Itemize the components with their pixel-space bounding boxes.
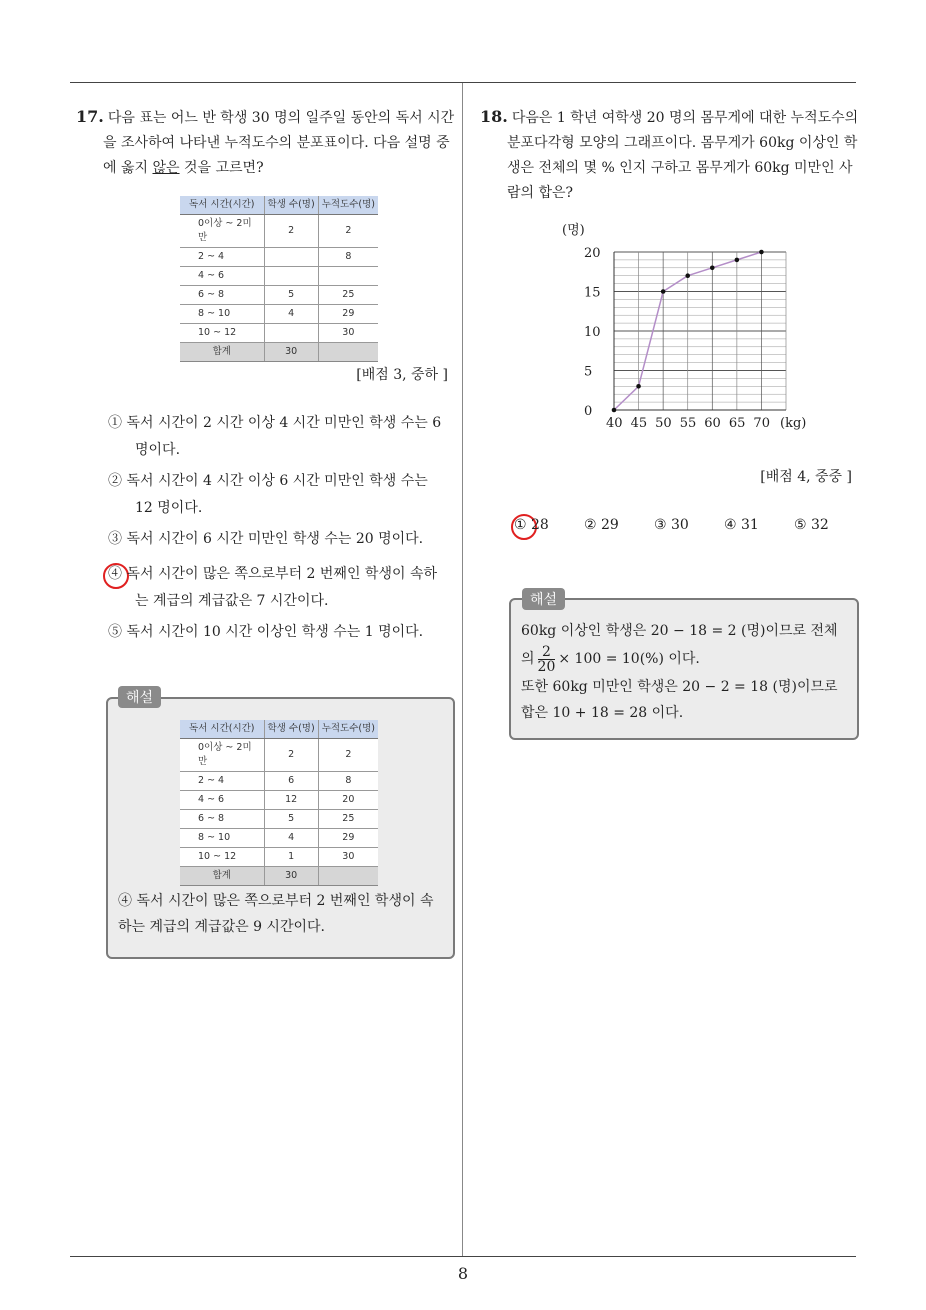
table-cell xyxy=(318,867,378,886)
table-cell: 30 xyxy=(264,343,318,362)
q18-score: [배점 4, 중중 ] xyxy=(760,469,852,485)
table-row xyxy=(180,215,378,248)
q18-choice-1[interactable]: ① 28 xyxy=(514,517,549,533)
q17-text-2: 것을 고르면? xyxy=(179,160,264,176)
q18-solution-line-2 xyxy=(521,644,851,674)
table-total-row xyxy=(180,343,378,362)
table-cell: 8 ~ 10 xyxy=(180,305,264,324)
fraction-denominator: 20 xyxy=(537,658,556,675)
chart-x-ticks xyxy=(606,416,770,431)
y-tick-label: 20 xyxy=(584,246,601,261)
table-header-cell: 독서 시간(시간) xyxy=(180,720,264,739)
table-cell: 2 xyxy=(318,739,378,772)
table-cell xyxy=(318,343,378,362)
cumulative-frequency-chart xyxy=(556,216,816,436)
q18-text: 다음은 1 학년 여학생 20 명의 몸무게에 대한 누적도수의 분포다각형 모양의 그래프이다. 몸무게가 60kg 이상인 학생은 전체의 몇 % 인지 구하고 몸무게가 60kg 미만인 사람의 합은? xyxy=(507,110,859,201)
table-cell: 30 xyxy=(318,848,378,867)
table-cell: 6 ~ 8 xyxy=(180,286,264,305)
data-point xyxy=(612,408,617,413)
table-row xyxy=(180,248,378,267)
table-cell: 5 xyxy=(264,286,318,305)
q18-solution-line-2-post: × 100 = 10(%) 이다. xyxy=(558,651,700,667)
table-cell xyxy=(318,267,378,286)
table-cell: 4 xyxy=(264,305,318,324)
q17-solution-text: ④ 독서 시간이 많은 쪽으로부터 2 번째인 학생이 속하는 계급의 계급값은 9 시간이다. xyxy=(118,893,434,935)
table-cell: 합계 xyxy=(180,343,264,362)
q17-text-1: 다음 표는 어느 반 학생 30 명의 일주일 동안의 독서 시간을 조사하여 나타낸 누적도수의 분포표이다. 다음 설명 중에 옳지 xyxy=(103,110,455,176)
table-cell: 4 ~ 6 xyxy=(180,791,264,810)
q18-number: 18. xyxy=(480,107,508,126)
q17-frequency-table xyxy=(180,196,378,362)
q18-solution-line-3: 또한 60kg 미만인 학생은 20 − 2 = 18 (명)이므로 xyxy=(521,679,838,695)
q18-choice-5[interactable]: ⑤ 32 xyxy=(794,517,829,533)
table-header-cell: 독서 시간(시간) xyxy=(180,196,264,215)
q18-prompt xyxy=(480,104,860,206)
data-point xyxy=(735,258,740,263)
q18-solution-text xyxy=(521,618,851,726)
table-cell: 1 xyxy=(264,848,318,867)
table-header-cell: 학생 수(명) xyxy=(264,720,318,739)
q17-solution-table-wrapper xyxy=(180,720,378,886)
table-cell: 0이상 ~ 2미만 xyxy=(180,739,264,772)
x-tick-label: 40 xyxy=(606,416,623,431)
table-cell xyxy=(264,324,318,343)
table-row xyxy=(180,829,378,848)
table-cell xyxy=(264,267,318,286)
table-cell: 8 xyxy=(318,248,378,267)
question-17 xyxy=(76,104,456,181)
fraction-numerator: 2 xyxy=(538,645,556,660)
q17-table-wrapper xyxy=(180,196,378,362)
q18-choice-4[interactable]: ④ 31 xyxy=(724,517,759,533)
table-row xyxy=(180,267,378,286)
y-tick-label: 5 xyxy=(584,364,593,380)
q17-number: 17. xyxy=(76,107,104,126)
table-row xyxy=(180,305,378,324)
table-cell: 8 ~ 10 xyxy=(180,829,264,848)
table-header-cell: 누적도수(명) xyxy=(318,196,378,215)
q18-choice-3[interactable]: ③ 30 xyxy=(654,517,689,533)
q17-choices xyxy=(108,410,448,646)
table-header-cell: 학생 수(명) xyxy=(264,196,318,215)
bottom-rule xyxy=(70,1256,856,1257)
table-cell: 25 xyxy=(318,286,378,305)
table-header-row xyxy=(180,196,378,215)
table-cell: 6 ~ 8 xyxy=(180,810,264,829)
table-row xyxy=(180,286,378,305)
table-cell: 30 xyxy=(318,324,378,343)
table-row xyxy=(180,810,378,829)
table-cell: 10 ~ 12 xyxy=(180,848,264,867)
q17-choice-3[interactable]: ③ 독서 시간이 6 시간 미만인 학생 수는 20 명이다. xyxy=(108,531,424,547)
data-point xyxy=(710,266,715,271)
x-tick-label: 50 xyxy=(655,416,672,431)
top-rule xyxy=(70,82,856,83)
table-row xyxy=(180,848,378,867)
y-tick-label: 10 xyxy=(584,325,601,340)
data-point xyxy=(685,273,690,278)
q17-choice-2[interactable]: ② 독서 시간이 4 시간 이상 6 시간 미만인 학생 수는 12 명이다. xyxy=(108,473,428,516)
table-cell: 2 xyxy=(264,215,318,248)
q17-underlined: 않은 xyxy=(152,160,180,176)
table-cell: 29 xyxy=(318,829,378,848)
table-cell: 2 xyxy=(264,739,318,772)
y-tick-label: 0 xyxy=(584,404,593,419)
q18-choices xyxy=(512,515,852,539)
question-18 xyxy=(480,104,860,206)
table-cell: 합계 xyxy=(180,867,264,886)
table-cell: 29 xyxy=(318,305,378,324)
x-axis-label: (kg) xyxy=(780,416,807,431)
table-cell: 2 ~ 4 xyxy=(180,248,264,267)
q17-choice-1[interactable]: ① 독서 시간이 2 시간 이상 4 시간 미만인 학생 수는 6 명이다. xyxy=(108,415,442,458)
x-tick-label: 70 xyxy=(753,416,770,431)
table-cell: 4 xyxy=(264,829,318,848)
chart-y-ticks xyxy=(584,246,601,419)
q17-score: [배점 3, 중하 ] xyxy=(356,367,448,383)
x-tick-label: 65 xyxy=(728,416,746,431)
data-point xyxy=(661,289,666,294)
q17-choice-5[interactable]: ⑤ 독서 시간이 10 시간 이상인 학생 수는 1 명이다. xyxy=(108,624,424,640)
table-cell: 30 xyxy=(264,867,318,886)
table-total-row xyxy=(180,867,378,886)
table-cell: 8 xyxy=(318,772,378,791)
column-divider xyxy=(462,83,463,1256)
table-cell: 20 xyxy=(318,791,378,810)
q17-choice-4[interactable]: ④ 독서 시간이 많은 쪽으로부터 2 번째인 학생이 속하는 계급의 계급값은 7 시간이다. xyxy=(108,566,437,609)
table-header-row xyxy=(180,720,378,739)
x-tick-label: 45 xyxy=(630,416,648,431)
data-point xyxy=(636,384,641,389)
table-row xyxy=(180,772,378,791)
x-tick-label: 55 xyxy=(679,416,697,431)
table-cell: 4 ~ 6 xyxy=(180,267,264,286)
q18-solution-line-2-pre: 의 xyxy=(521,651,535,667)
table-row xyxy=(180,739,378,772)
table-row xyxy=(180,791,378,810)
x-tick-label: 60 xyxy=(704,416,721,431)
y-tick-label: 15 xyxy=(584,285,601,301)
table-cell: 6 xyxy=(264,772,318,791)
table-header-cell: 누적도수(명) xyxy=(318,720,378,739)
table-cell: 25 xyxy=(318,810,378,829)
table-cell: 0이상 ~ 2미만 xyxy=(180,215,264,248)
table-cell: 2 ~ 4 xyxy=(180,772,264,791)
q18-choice-2[interactable]: ② 29 xyxy=(584,517,619,533)
table-cell: 10 ~ 12 xyxy=(180,324,264,343)
q18-solution-tag: 해설 xyxy=(522,588,565,610)
fraction xyxy=(538,645,556,674)
data-point xyxy=(759,250,764,255)
q18-solution-line-1: 60kg 이상인 학생은 20 − 18 = 2 (명)이므로 전체 xyxy=(521,623,838,639)
page-number: 8 xyxy=(457,1264,469,1283)
table-row xyxy=(180,324,378,343)
table-cell: 2 xyxy=(318,215,378,248)
table-cell: 5 xyxy=(264,810,318,829)
table-cell: 12 xyxy=(264,791,318,810)
q18-solution-line-4: 합은 10 + 18 = 28 이다. xyxy=(521,705,684,721)
q17-prompt xyxy=(76,104,456,181)
y-axis-label: (명) xyxy=(562,223,585,238)
q17-solution-tag: 해설 xyxy=(118,686,161,708)
q17-solution-table xyxy=(180,720,378,886)
table-cell xyxy=(264,248,318,267)
